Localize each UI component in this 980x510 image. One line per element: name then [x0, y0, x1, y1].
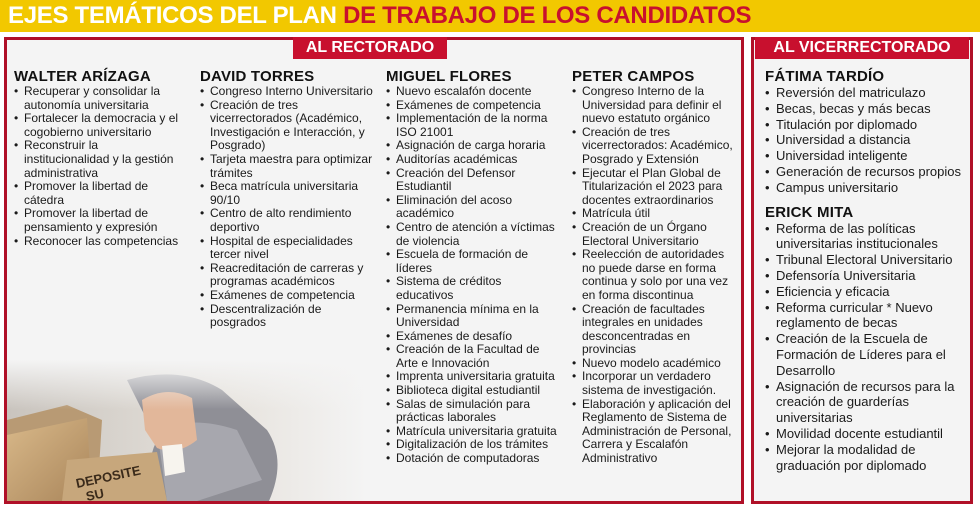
- plan-item: • Incorporar un verdadero sistema de investigación.: [572, 370, 740, 397]
- rectorado-label: AL RECTORADO: [293, 37, 447, 59]
- plan-item: • Defensoría Universitaria: [765, 268, 970, 284]
- plan-item: • Hospital de especialidades tercer nivel: [200, 235, 375, 262]
- vice-column: [765, 68, 970, 473]
- plan-item: • Generación de recursos propios: [765, 164, 970, 180]
- plan-item: • Tarjeta maestra para optimizar trámites: [200, 153, 375, 180]
- candidate-column-torres: [200, 68, 375, 330]
- candidate-name: PETER CAMPOS: [572, 68, 695, 85]
- plan-item: • Universidad inteligente: [765, 148, 970, 164]
- plan-item: • Congreso Interno de la Universidad para definir el nuevo estatuto orgánico: [572, 85, 740, 126]
- plan-item: • Fortalecer la democracia y el cogobierno universitario: [14, 112, 186, 139]
- plan-item: • Nuevo escalafón docente: [386, 85, 562, 99]
- plan-item: • Descentralización de posgrados: [200, 303, 375, 330]
- plan-item: • Exámenes de competencia: [386, 99, 562, 113]
- plan-item: • Mejorar la modalidad de graduación por diplomado: [765, 442, 970, 474]
- plan-item: • Matrícula útil: [572, 207, 740, 221]
- plan-item: • Reversión del matriculazo: [765, 85, 970, 101]
- plan-item: • Movilidad docente estudiantil: [765, 426, 970, 442]
- vicerrectorado-label: AL VICERRECTORADO: [755, 37, 969, 59]
- plan-item: • Reconocer las competencias: [14, 235, 186, 249]
- plan-item: • Creación de la Facultad de Arte e Innovación: [386, 343, 562, 370]
- candidate-column-campos: [572, 68, 740, 466]
- plan-item: • Exámenes de desafío: [386, 330, 562, 344]
- page-title: [8, 2, 751, 30]
- plan-item: • Eliminación del acoso académico: [386, 194, 562, 221]
- plan-item: • Campus universitario: [765, 180, 970, 196]
- plan-item: • Sistema de créditos educativos: [386, 275, 562, 302]
- candidate-items: [765, 85, 970, 196]
- plan-item: • Creación de tres vicerrectorados: Académico, Posgrado y Extensión: [572, 126, 740, 167]
- title-part-white: EJES TEMÁTICOS DEL PLAN: [8, 2, 344, 29]
- plan-item: • Universidad a distancia: [765, 132, 970, 148]
- title-part-red: DE TRABAJO DE LOS CANDIDATOS: [343, 2, 752, 29]
- plan-item: • Reacreditación de carreras y programas académicos: [200, 262, 375, 289]
- plan-item: • Nuevo modelo académico: [572, 357, 740, 371]
- plan-item: • Eficiencia y eficacia: [765, 284, 970, 300]
- plan-item: • Congreso Interno Universitario: [200, 85, 375, 99]
- plan-item: • Creación de un Órgano Electoral Universitario: [572, 221, 740, 248]
- plan-item: • Creación de la Escuela de Formación de Líderes para el Desarrollo: [765, 331, 970, 378]
- plan-item: • Recuperar y consolidar la autonomía universitaria: [14, 85, 186, 112]
- plan-item: • Permanencia mínima en la Universidad: [386, 303, 562, 330]
- plan-item: • Matrícula universitaria gratuita: [386, 425, 562, 439]
- plan-item: • Creación de tres vicerrectorados (Académico, Investigación e Interacción, y Posgrado): [200, 99, 375, 153]
- ballot-photo: [7, 360, 367, 501]
- plan-item: • Creación del Defensor Estudiantil: [386, 167, 562, 194]
- plan-item: • Auditorías académicas: [386, 153, 562, 167]
- candidate-column-flores: [386, 68, 562, 466]
- candidate-items: [14, 85, 186, 248]
- candidate-name: DAVID TORRES: [200, 68, 315, 85]
- plan-item: • Salas de simulación para prácticas laborales: [386, 398, 562, 425]
- plan-item: • Biblioteca digital estudiantil: [386, 384, 562, 398]
- plan-item: • Elaboración y aplicación del Reglamento de Sistema de Administración de Personal, Carrera y Escalafón Administrativo: [572, 398, 740, 466]
- candidate-column-arizaga: [14, 68, 186, 248]
- plan-item: • Promover la libertad de pensamiento y expresión: [14, 207, 186, 234]
- plan-item: • Escuela de formación de líderes: [386, 248, 562, 275]
- plan-item: • Dotación de computadoras: [386, 452, 562, 466]
- candidate-name: ERICK MITA: [765, 203, 854, 221]
- plan-item: • Tribunal Electoral Universitario: [765, 252, 970, 268]
- plan-item: • Becas, becas y más becas: [765, 101, 970, 117]
- candidate-items: [765, 221, 970, 474]
- plan-item: • Reelección de autoridades no puede darse en forma continua y solo por una vez en forma discontinua: [572, 248, 740, 302]
- candidate-items: [386, 85, 562, 466]
- plan-item: • Promover la libertad de cátedra: [14, 180, 186, 207]
- candidate-items: [572, 85, 740, 466]
- plan-item: • Creación de facultades integrales en unidades desconcentradas en provincias: [572, 303, 740, 357]
- plan-item: • Reconstruir la institucionalidad y la gestión administrativa: [14, 139, 186, 180]
- candidate-name: WALTER ARÍZAGA: [14, 68, 151, 85]
- ballot-photo-image: [7, 360, 367, 501]
- plan-item: • Implementación de la norma ISO 21001: [386, 112, 562, 139]
- plan-item: • Asignación de carga horaria: [386, 139, 562, 153]
- candidate-name: FÁTIMA TARDÍO: [765, 68, 885, 85]
- candidate-name: MIGUEL FLORES: [386, 68, 512, 85]
- plan-item: • Centro de atención a víctimas de violencia: [386, 221, 562, 248]
- plan-item: • Reforma de las políticas universitarias institucionales: [765, 221, 970, 253]
- candidate-items: [200, 85, 375, 330]
- plan-item: • Digitalización de los trámites: [386, 438, 562, 452]
- plan-item: • Centro de alto rendimiento deportivo: [200, 207, 375, 234]
- plan-item: • Reforma curricular * Nuevo reglamento de becas: [765, 300, 970, 332]
- plan-item: • Ejecutar el Plan Global de Titularización el 2023 para docentes extraordinarios: [572, 167, 740, 208]
- plan-item: • Exámenes de competencia: [200, 289, 375, 303]
- plan-item: • Beca matrícula universitaria 90/10: [200, 180, 375, 207]
- plan-item: • Asignación de recursos para la creación de guarderías universitarias: [765, 379, 970, 426]
- plan-item: • Titulación por diplomado: [765, 117, 970, 133]
- plan-item: • Imprenta universitaria gratuita: [386, 370, 562, 384]
- header-banner: [0, 0, 980, 32]
